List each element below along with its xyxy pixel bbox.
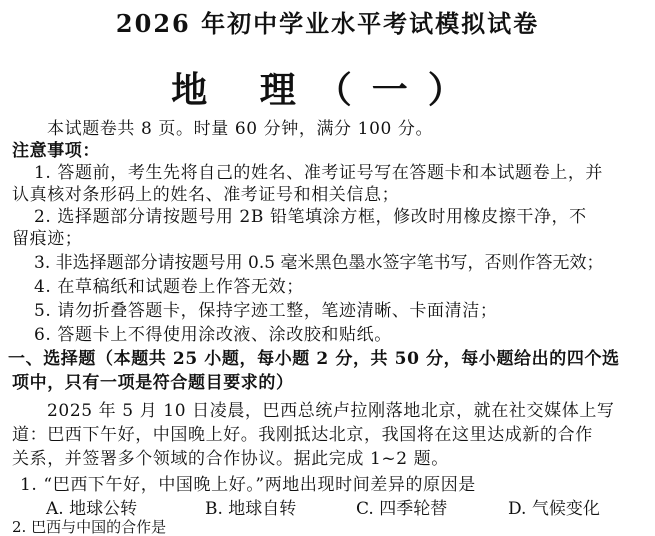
notice-2-line-2: 留痕迹；: [12, 229, 83, 249]
question-1-option-d: D. 气候变化: [508, 499, 600, 519]
subject-title: 地 理（一）: [171, 69, 484, 111]
exam-intro: 本试题卷共 8 页。时量 60 分钟，满分 100 分。: [47, 119, 434, 139]
notice-4: 4. 在草稿纸和试题卷上作答无效；: [34, 277, 304, 297]
question-1-option-a: A. 地球公转: [46, 499, 138, 519]
question-1-option-c: C. 四季轮替: [356, 499, 448, 519]
passage-line-1: 2025 年 5 月 10 日凌晨，巴西总统卢拉刚落地北京，就在社交媒体上写: [47, 401, 615, 421]
passage-line-2: 道：巴西下午好，中国晚上好。我刚抵达北京，我国将在这里达成新的合作: [12, 425, 593, 445]
passage-line-3: 关系，并签署多个领域的合作协议。据此完成 1~2 题。: [12, 449, 449, 469]
section-1-heading-line-2: 项中，只有一项是符合题目要求的）: [12, 373, 294, 393]
section-1-heading-line-1: 一、选择题（本题共 25 小题，每小题 2 分，共 50 分，每小题给出的四个选: [8, 349, 620, 369]
notice-heading: 注意事项：: [12, 141, 100, 161]
notice-1-line-2: 认真核对条形码上的姓名、准考证号和相关信息；: [12, 185, 400, 205]
notice-2-line-1: 2. 选择题部分请按题号用 2B 铅笔填涂方框，修改时用橡皮擦干净，不: [34, 207, 587, 227]
notice-3: 3. 非选择题部分请按题号用 0.5 毫米黑色墨水签字笔书写，否则作答无效；: [34, 253, 604, 273]
notice-5: 5. 请勿折叠答题卡，保持字迹工整，笔迹清晰、卡面清洁；: [34, 301, 498, 321]
question-2-stem: 2. 巴西与中国的合作是: [12, 518, 167, 536]
exam-title: 2026 年初中学业水平考试模拟试卷: [115, 9, 540, 38]
notice-6: 6. 答题卡上不得使用涂改液、涂改胶和贴纸。: [34, 325, 392, 345]
notice-1-line-1: 1. 答题前，考生先将自己的姓名、准考证号写在答题卡和本试题卷上，并: [34, 163, 604, 183]
question-1-stem: 1. “巴西下午好，中国晚上好。”两地出现时间差异的原因是: [20, 475, 476, 495]
question-1-option-b: B. 地球自转: [205, 499, 297, 519]
